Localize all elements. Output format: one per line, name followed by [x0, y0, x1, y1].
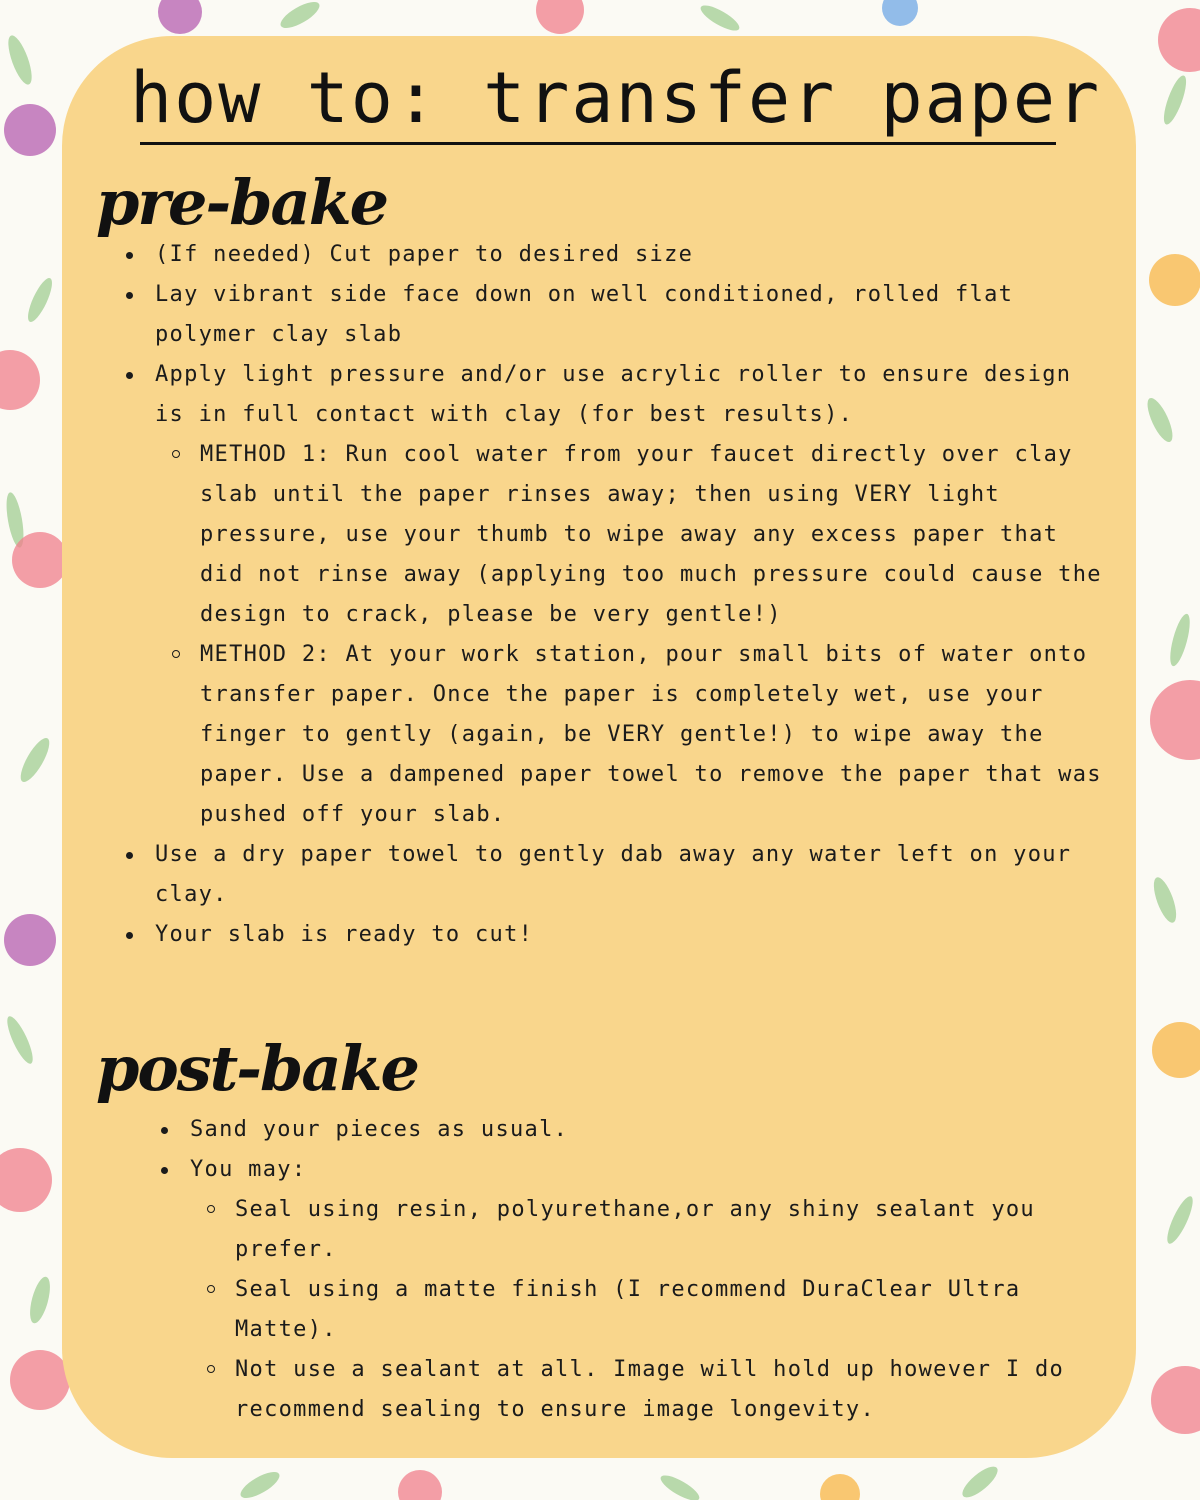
page-title: how to: transfer paper — [130, 57, 1102, 139]
post-bake-heading: post-bake — [96, 1032, 418, 1105]
list-item-text: You may: — [190, 1157, 307, 1182]
list-item — [190, 1150, 1110, 1430]
method-2-item: METHOD 2: At your work station, pour small bits of water onto transfer paper. Once the paper is completely wet, use your finger to gently (again, be VERY gentle!) to wipe away the paper. Use a dampened paper towel to remove the paper that was pushed off your slab. — [200, 635, 1105, 835]
method-list — [200, 435, 1105, 835]
list-item: Lay vibrant side face down on well conditioned, rolled flat polymer clay slab — [155, 275, 1105, 355]
pre-bake-list — [155, 235, 1105, 955]
list-item — [155, 355, 1105, 835]
method-1-item: METHOD 1: Run cool water from your faucet directly over clay slab until the paper rinses away; then using VERY light pressure, use your thumb to wipe away any excess paper that did not rinse away (applying too much pressure could cause the design to crack, please be very gentle!) — [200, 435, 1105, 635]
option-item: Not use a sealant at all. Image will hold up however I do recommend sealing to ensure image longevity. — [235, 1350, 1110, 1430]
list-item: (If needed) Cut paper to desired size — [155, 235, 1105, 275]
post-bake-list — [190, 1110, 1110, 1430]
pre-bake-heading: pre-bake — [96, 166, 388, 239]
sealant-options-list — [235, 1190, 1110, 1430]
option-item: Seal using resin, polyurethane,or any shiny sealant you prefer. — [235, 1190, 1110, 1270]
list-item: Use a dry paper towel to gently dab away any water left on your clay. — [155, 835, 1105, 915]
list-item: Sand your pieces as usual. — [190, 1110, 1110, 1150]
list-item-text: Apply light pressure and/or use acrylic roller to ensure design is in full contact with clay (for best results). — [155, 362, 1072, 427]
title-underline — [140, 142, 1056, 145]
list-item: Your slab is ready to cut! — [155, 915, 1105, 955]
option-item: Seal using a matte finish (I recommend DuraClear Ultra Matte). — [235, 1270, 1110, 1350]
